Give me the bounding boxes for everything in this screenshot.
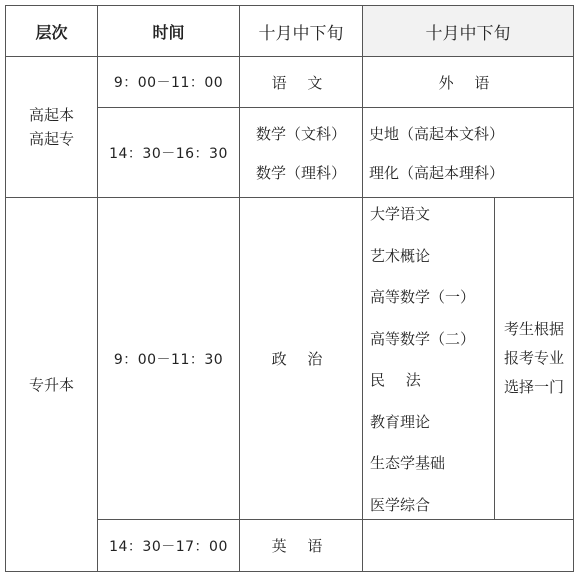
subject-item: 民 法 [370, 371, 429, 390]
subject-foreign-language: 外 语 [438, 73, 498, 92]
subject-politics: 政 治 [271, 350, 331, 368]
time-zsb-afternoon: 14：30－17：00 [109, 538, 228, 555]
subject-english: 英 语 [271, 537, 331, 555]
level-zhuanshengben: 专升本 [28, 376, 74, 394]
subject-item: 大学语文 [370, 205, 431, 223]
empty-cell [363, 520, 573, 571]
subject-item: 教育理论 [370, 412, 431, 431]
subject-item: 医学综合 [370, 495, 431, 514]
table-border-bottom [5, 571, 574, 572]
math-subjects [240, 108, 362, 197]
level-gaoqizhuan: 高起专 [28, 130, 74, 148]
level-gaoqi [6, 57, 97, 197]
time-gaoqi-afternoon: 14：30－16：30 [109, 145, 228, 162]
table-border-right [573, 5, 574, 572]
subject-item: 艺术概论 [370, 246, 431, 265]
elective-subjects-list [370, 203, 492, 515]
time-gaoqi-morning: 9：00－11：00 [113, 75, 224, 91]
header-level: 层次 [6, 6, 97, 56]
subject-physics-chemistry: 理化（高起本理科） [369, 163, 505, 182]
subject-chinese: 语 文 [271, 73, 331, 92]
col-divider-subjects [494, 197, 495, 520]
header-time: 时间 [98, 6, 239, 56]
subject-item: 高等数学（二） [370, 329, 476, 348]
elective-note: 考生根据报考专业选择一门 [503, 320, 564, 396]
subject-math-science: 数学（理科） [255, 163, 346, 182]
combined-subjects [369, 108, 573, 197]
header-col4: 十月中下旬 [363, 6, 573, 56]
time-zsb-morning: 9：00－11：30 [113, 351, 224, 368]
subject-item: 高等数学（一） [370, 288, 476, 307]
header-col3: 十月中下旬 [240, 6, 362, 56]
level-gaoqiben: 高起本 [28, 106, 74, 124]
subject-item: 生态学基础 [370, 454, 446, 473]
subject-math-arts: 数学（文科） [255, 124, 346, 143]
subject-history-geography: 史地（高起本文科） [369, 124, 505, 143]
